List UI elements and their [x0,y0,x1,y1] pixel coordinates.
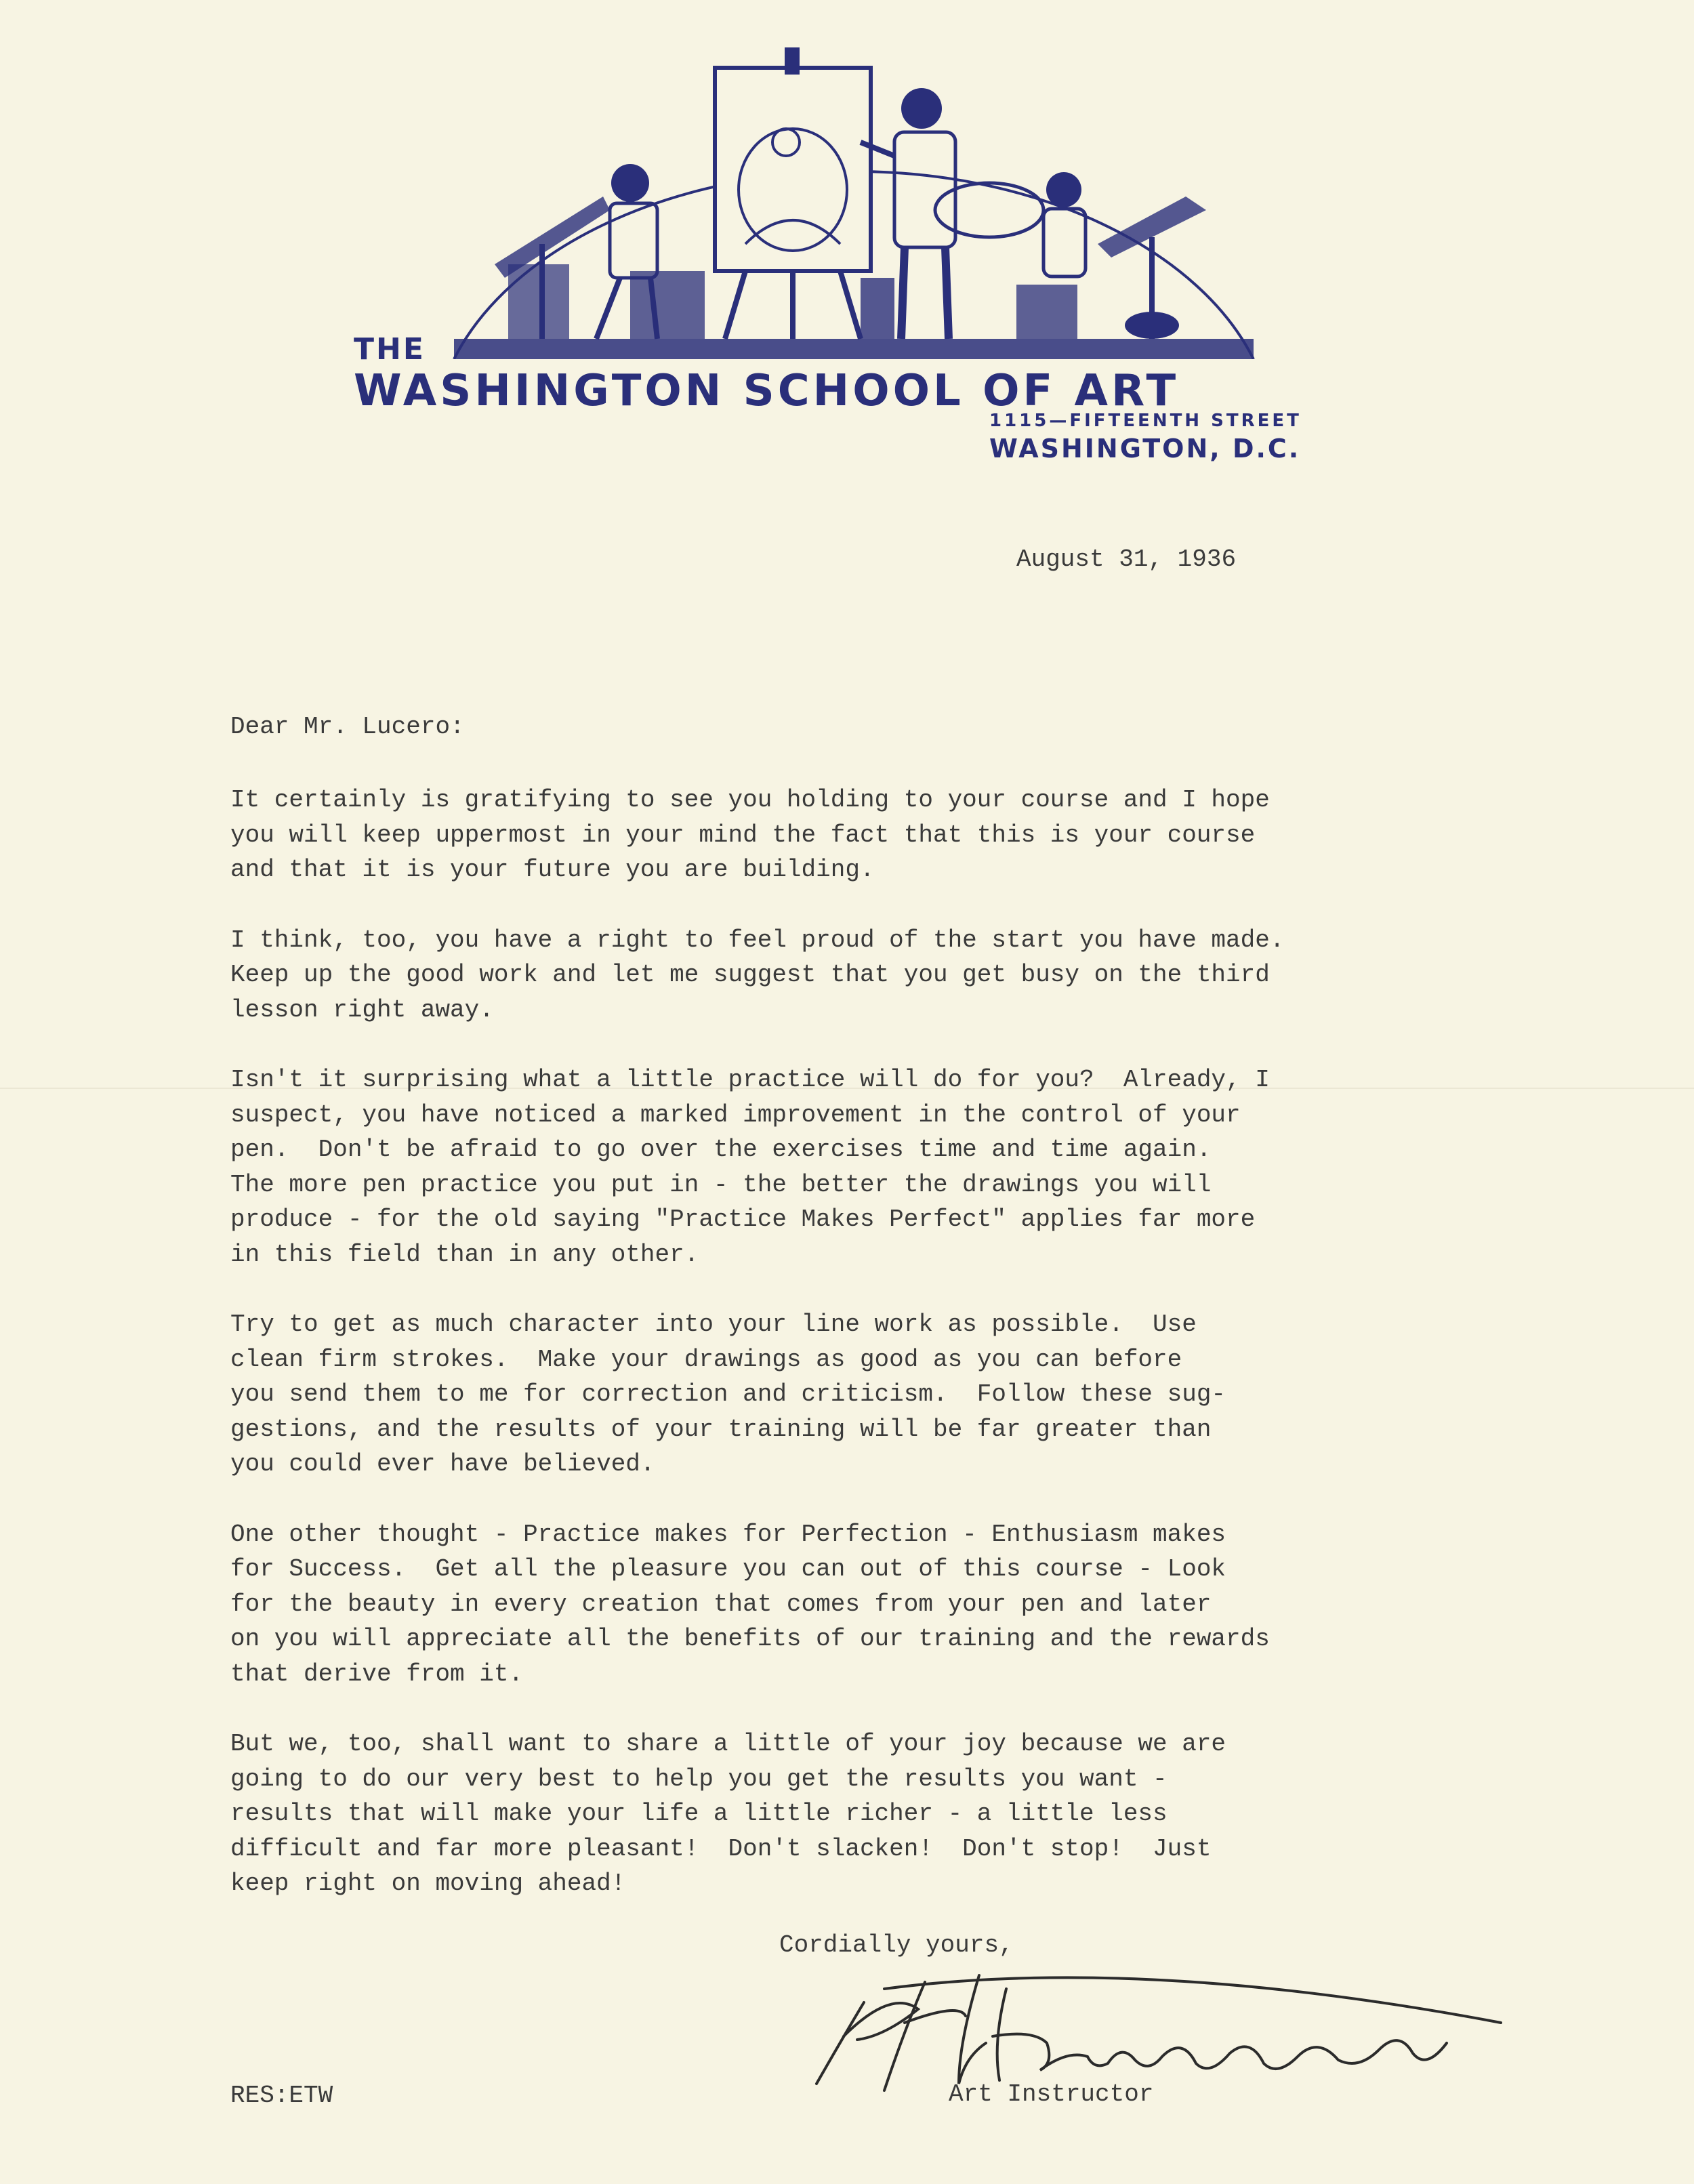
letterhead-school-name: WASHINGTON SCHOOL OF ART [354,366,1180,416]
paragraph-line: gestions, and the results of your training will be far greater than [230,1415,1212,1443]
letter-date: August 31, 1936 [1016,545,1237,573]
paragraph [230,1727,1504,1901]
paragraph-line: you send them to me for correction and criticism. Follow these sug- [230,1380,1226,1408]
paragraph-line: suspect, you have noticed a marked improvement in the control of your [230,1100,1241,1129]
paragraph-line: you could ever have believed. [230,1450,655,1478]
reference-initials: RES:ETW [230,2082,333,2109]
letterhead-city: WASHINGTON, D.C. [989,434,1301,463]
paragraph-line: Isn't it surprising what a little practice will do for you? Already, I [230,1066,1270,1094]
paragraph [230,923,1504,1028]
paragraph-line: keep right on moving ahead! [230,1870,626,1897]
paragraph-line: going to do our very best to help you get the results you want - [230,1765,1168,1793]
letter-body [230,783,1504,1937]
paragraph-line: for Success. Get all the pleasure you can out of this course - Look [230,1555,1226,1583]
paragraph-line: But we, too, shall want to share a little of your joy because we are [230,1730,1226,1758]
paragraph-line: you will keep uppermost in your mind the fact that this is your course [230,821,1256,849]
paragraph-line: that derive from it. [230,1660,524,1688]
paragraph-line: Keep up the good work and let me suggest that you get busy on the third [230,961,1270,989]
letterhead-street: 1115—FIFTEENTH STREET [989,411,1302,431]
paragraph-line: lesson right away. [230,995,494,1024]
paragraph-line: produce - for the old saying "Practice Makes Perfect" applies far more [230,1206,1256,1233]
paragraph-line: Try to get as much character into your line work as possible. Use [230,1311,1197,1338]
paragraph [230,1063,1504,1272]
paragraph-line: One other thought - Practice makes for Perfection - Enthusiasm makes [230,1520,1226,1548]
paragraph-line: on you will appreciate all the benefits of our training and the rewards [230,1625,1270,1653]
signer-title: Art Instructor [949,2080,1154,2108]
handwritten-signature [803,1962,1514,2097]
paragraph-line: clean firm strokes. Make your drawings as good as you can before [230,1345,1182,1374]
paragraph-line: difficult and far more pleasant! Don't slacken! Don't stop! Just [230,1834,1212,1863]
paragraph [230,783,1504,888]
artists-studio-illustration [339,41,1396,359]
paragraph [230,1307,1504,1482]
salutation: Dear Mr. Lucero: [230,713,465,741]
paragraph-line: and that it is your future you are building. [230,856,875,884]
paragraph [230,1517,1504,1692]
paragraph-line: for the beauty in every creation that comes from your pen and later [230,1590,1212,1618]
paragraph-line: results that will make your life a little richer - a little less [230,1800,1168,1828]
paragraph-line: The more pen practice you put in - the better the drawings you will [230,1170,1212,1199]
paragraph-line: pen. Don't be afraid to go over the exercises time and time again. [230,1136,1212,1163]
letterhead [339,41,1396,474]
letterhead-the: THE [354,332,426,367]
paragraph-line: in this field than in any other. [230,1240,699,1269]
paragraph-line: It certainly is gratifying to see you holding to your course and I hope [230,786,1270,814]
paragraph-line: I think, too, you have a right to feel proud of the start you have made. [230,926,1285,954]
closing: Cordially yours, [779,1931,1014,1959]
